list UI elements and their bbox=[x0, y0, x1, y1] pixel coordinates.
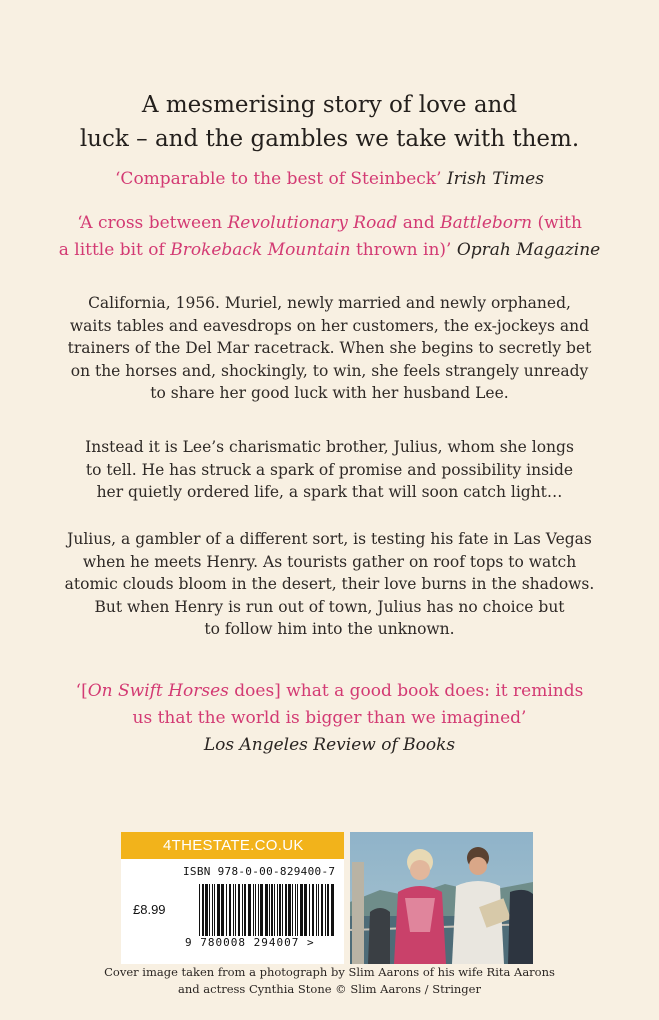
barcode-bar bbox=[277, 884, 278, 936]
tagline-line-1: A mesmerising story of love and bbox=[141, 92, 518, 118]
barcode-bar bbox=[212, 884, 213, 936]
isbn-label: ISBN 978-0-00-829400-7 bbox=[183, 865, 336, 878]
book-title: On Swift Horses bbox=[87, 681, 229, 701]
barcode-bar bbox=[325, 884, 326, 936]
barcode-bar bbox=[248, 884, 251, 936]
review-quote-oprah bbox=[0, 210, 659, 264]
blurb-line: trainers of the Del Mar racetrack. When she begins to secretly bet bbox=[67, 339, 592, 357]
quote-source: Irish Times bbox=[446, 169, 544, 189]
book-title: Revolutionary Road bbox=[227, 213, 398, 233]
barcode-bar bbox=[253, 884, 254, 936]
quote-source: Los Angeles Review of Books bbox=[203, 735, 456, 755]
quote-line-2: us that the world is bigger than we imagined’ bbox=[132, 708, 527, 728]
barcode-bar bbox=[235, 884, 236, 936]
barcode-bar bbox=[255, 884, 256, 936]
blurb-line: waits tables and eavesdrops on her customers, the ex-jockeys and bbox=[69, 316, 590, 335]
barcode-bar bbox=[269, 884, 270, 936]
tagline bbox=[0, 88, 659, 156]
barcode-bar bbox=[282, 884, 283, 936]
barcode-bar bbox=[304, 884, 307, 936]
barcode-bar bbox=[244, 884, 246, 936]
barcode-digits: 9 780008 294007 > bbox=[185, 936, 315, 949]
blurb-line: Instead it is Lee’s charismatic brother, Julius, whom she longs bbox=[85, 438, 574, 456]
barcode-bar bbox=[260, 884, 263, 936]
barcode-bar bbox=[285, 884, 287, 936]
barcode-bar bbox=[209, 884, 210, 936]
barcode-bar bbox=[331, 884, 334, 936]
barcode-bar bbox=[288, 884, 291, 936]
publisher-website: 4THESTATE.CO.UK bbox=[121, 832, 344, 859]
barcode-bar bbox=[271, 884, 273, 936]
blurb-line: But when Henry is run out of town, Julius has no choice but bbox=[94, 597, 565, 616]
barcode-bar bbox=[205, 884, 208, 936]
barcode-bar bbox=[242, 884, 243, 936]
quote-line-2: a little bit of Brokeback Mountain thrown in)’ Oprah Magazine bbox=[58, 240, 601, 260]
quote-text: ‘Comparable to the best of Steinbeck’ bbox=[115, 169, 442, 189]
review-quote-irish-times bbox=[0, 166, 659, 192]
blurb-paragraph-2 bbox=[60, 436, 599, 504]
barcode-bar bbox=[217, 884, 220, 936]
blurb-line: California, 1956. Muriel, newly married and newly orphaned, bbox=[88, 294, 571, 312]
barcode-bar bbox=[229, 884, 231, 936]
barcode-bar bbox=[265, 884, 268, 936]
blurb-line: Julius, a gambler of a different sort, is testing his fate in Las Vegas bbox=[67, 530, 592, 548]
barcode-bar bbox=[214, 884, 215, 936]
barcode-bar bbox=[221, 884, 224, 936]
barcode-bar bbox=[321, 884, 323, 936]
quote-source: Oprah Magazine bbox=[456, 240, 601, 260]
barcode-bar bbox=[226, 884, 227, 936]
barcode-bar bbox=[233, 884, 234, 936]
blurb-line: her quietly ordered life, a spark that will soon catch light… bbox=[96, 483, 563, 501]
quote-line-1: ‘[On Swift Horses does] what a good book does: it reminds bbox=[75, 681, 584, 701]
tagline-line-2: luck – and the gambles we take with them. bbox=[79, 126, 580, 152]
barcode-bar bbox=[295, 884, 296, 936]
blurb-line: when he meets Henry. As tourists gather on roof tops to watch bbox=[82, 552, 577, 571]
cover-photograph bbox=[350, 832, 533, 964]
barcode-bar bbox=[309, 884, 310, 936]
blurb-line: to share her good luck with her husband Lee. bbox=[150, 384, 509, 402]
barcode-panel bbox=[121, 832, 344, 964]
cover-image-credit bbox=[0, 964, 659, 998]
film-title: Brokeback Mountain bbox=[170, 240, 351, 260]
credit-line: and actress Cynthia Stone © Slim Aarons / Stringer bbox=[178, 982, 481, 996]
barcode-bar bbox=[316, 884, 317, 936]
barcode-bar bbox=[327, 884, 329, 936]
photo-illustration bbox=[350, 832, 533, 964]
book-title: Battleborn bbox=[440, 213, 533, 233]
barcode-bar bbox=[238, 884, 240, 936]
blurb-line: to follow him into the unknown. bbox=[204, 620, 455, 638]
barcode-bar bbox=[258, 884, 259, 936]
barcode-bar bbox=[300, 884, 303, 936]
credit-line: Cover image taken from a photograph by Slim Aarons of his wife Rita Aarons bbox=[104, 965, 555, 979]
blurb-line: to tell. He has struck a spark of promise and possibility inside bbox=[85, 460, 574, 479]
blurb-paragraph-3 bbox=[60, 528, 599, 641]
barcode-bars bbox=[199, 884, 335, 936]
quote-line-1: ‘A cross between Revolutionary Road and Battleborn (with bbox=[77, 213, 582, 233]
barcode-bar bbox=[318, 884, 319, 936]
review-quote-la-review bbox=[0, 678, 659, 759]
barcode-bar bbox=[202, 884, 204, 936]
barcode-bar bbox=[199, 884, 200, 936]
blurb-line: on the horses and, shockingly, to win, she feels strangely unready bbox=[70, 361, 589, 380]
blurb-paragraph-1 bbox=[60, 292, 599, 405]
barcode-bar bbox=[279, 884, 281, 936]
price-label: £8.99 bbox=[133, 902, 166, 917]
barcode-bar bbox=[292, 884, 293, 936]
barcode-bar bbox=[297, 884, 298, 936]
barcode-bar bbox=[312, 884, 314, 936]
barcode-bar bbox=[274, 884, 275, 936]
blurb-line: atomic clouds bloom in the desert, their love burns in the shadows. bbox=[64, 575, 595, 593]
